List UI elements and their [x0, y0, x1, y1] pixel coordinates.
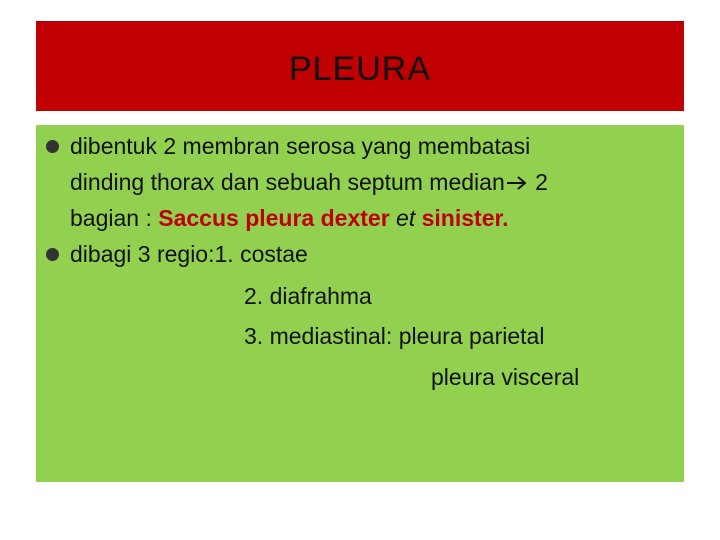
slide-title: PLEURA: [288, 49, 432, 88]
bullet-1-line-2-suffix: 2: [528, 169, 548, 195]
bullet-1-line-1: dibentuk 2 membran serosa yang membatasi: [70, 133, 531, 159]
bullet-2-line-2: 2. diafrahma: [244, 283, 372, 309]
divider: [36, 111, 684, 125]
bullet-icon: [46, 140, 59, 153]
highlight-term-2: sinister.: [421, 205, 509, 231]
content-area: [36, 125, 684, 482]
bullet-1-line-3: [70, 207, 509, 230]
highlight-term-1: Saccus pleura dexter: [158, 205, 390, 231]
bullet-2-line-3: 3. mediastinal: pleura parietal: [244, 323, 545, 349]
right-arrow-icon: [505, 174, 529, 192]
bullet-2-line-1: dibagi 3 regio:1. costae: [70, 241, 308, 267]
bullet-1-line-2-text: dinding thorax dan sebuah septum median: [70, 169, 505, 195]
bullet-1-line-2: [70, 171, 548, 194]
bullet-2-line-4: pleura visceral: [431, 364, 580, 390]
bullet-icon: [46, 248, 59, 261]
italic-connector: et: [389, 205, 422, 231]
title-bar: [36, 21, 684, 111]
bullet-1-line-3-prefix: bagian :: [70, 205, 159, 231]
